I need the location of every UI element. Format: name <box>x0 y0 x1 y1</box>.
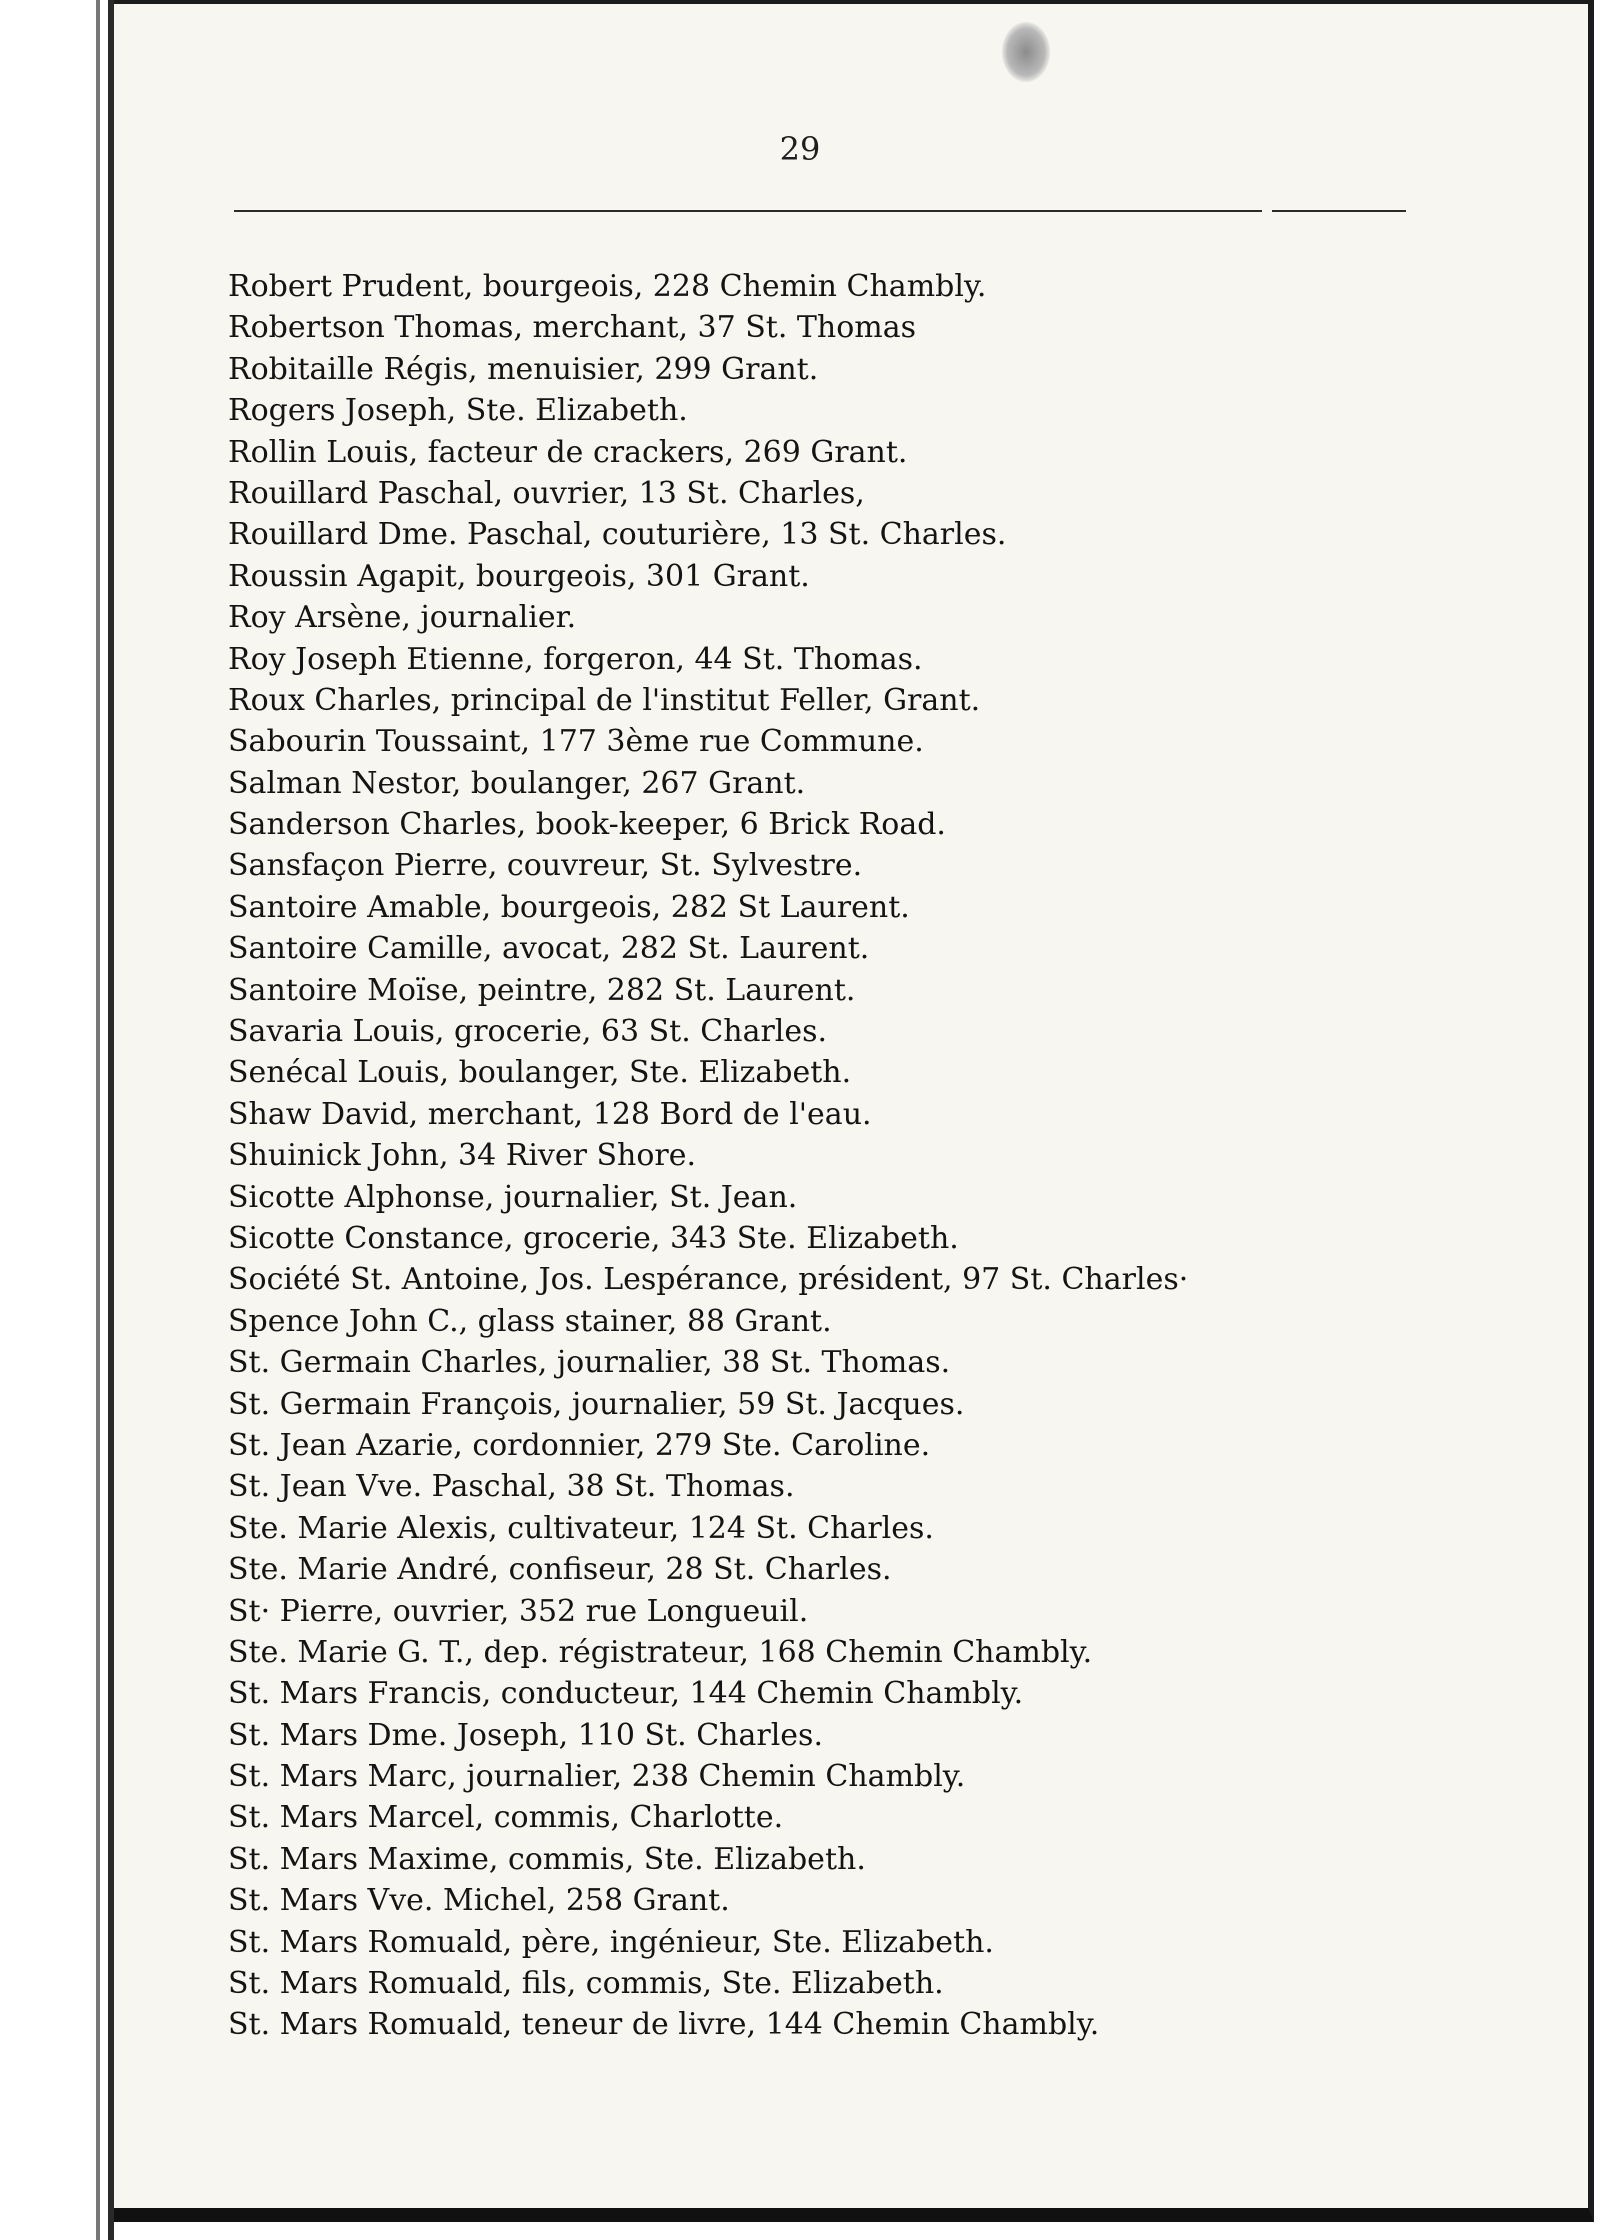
directory-entry: St. Mars Francis, conducteur, 144 Chemin Chambly. <box>228 1676 1024 1712</box>
directory-entry: Roy Arsène, journalier. <box>228 600 577 636</box>
directory-entry: St. Jean Vve. Paschal, 38 St. Thomas. <box>228 1469 795 1505</box>
directory-entry: Robitaille Régis, menuisier, 299 Grant. <box>228 351 819 387</box>
directory-entry: Rollin Louis, facteur de crackers, 269 Grant. <box>228 434 908 470</box>
directory-entry: Rogers Joseph, Ste. Elizabeth. <box>228 393 688 429</box>
directory-entry: Sansfaçon Pierre, couvreur, St. Sylvestre. <box>228 848 863 884</box>
directory-entry: Salman Nestor, boulanger, 267 Grant. <box>228 765 806 801</box>
directory-entry: Société St. Antoine, Jos. Lespérance, président, 97 St. Charles· <box>228 1262 1189 1298</box>
directory-entry: Sabourin Toussaint, 177 3ème rue Commune. <box>228 724 924 760</box>
directory-entry: St. Mars Vve. Michel, 258 Grant. <box>228 1883 730 1919</box>
directory-entry: St. Mars Romuald, teneur de livre, 144 Chemin Chambly. <box>228 2007 1100 2043</box>
ink-stain <box>1002 22 1050 82</box>
directory-entry: Shuinick John, 34 River Shore. <box>228 1138 697 1174</box>
directory-entry: Sicotte Constance, grocerie, 343 Ste. Elizabeth. <box>228 1220 959 1256</box>
directory-entry: Ste. Marie Alexis, cultivateur, 124 St. Charles. <box>228 1510 934 1546</box>
directory-entry: St. Germain Charles, journalier, 38 St. Thomas. <box>228 1345 951 1381</box>
directory-entry: St. Mars Marcel, commis, Charlotte. <box>228 1800 784 1836</box>
directory-entry: Rouillard Dme. Paschal, couturière, 13 St. Charles. <box>228 517 1007 553</box>
directory-entry: Ste. Marie André, confiseur, 28 St. Charles. <box>228 1552 892 1588</box>
gutter-line <box>96 0 100 2240</box>
page-number: 29 <box>779 130 821 168</box>
directory-entry: Robertson Thomas, merchant, 37 St. Thomas <box>228 310 917 346</box>
directory-entry: Spence John C., glass stainer, 88 Grant. <box>228 1303 832 1339</box>
directory-entry: St. Jean Azarie, cordonnier, 279 Ste. Caroline. <box>228 1427 931 1463</box>
directory-entry: Sanderson Charles, book-keeper, 6 Brick Road. <box>228 807 946 843</box>
directory-entry: Rouillard Paschal, ouvrier, 13 St. Charles, <box>228 475 865 511</box>
directory-entry: St. Mars Romuald, père, ingénieur, Ste. Elizabeth. <box>228 1924 994 1960</box>
directory-entries <box>228 266 1488 2046</box>
directory-entry: St· Pierre, ouvrier, 352 rue Longueuil. <box>228 1593 809 1629</box>
header-rule <box>234 210 1406 212</box>
directory-entry: Roy Joseph Etienne, forgeron, 44 St. Thomas. <box>228 641 923 677</box>
directory-entry: St. Germain François, journalier, 59 St. Jacques. <box>228 1386 965 1422</box>
header-rule-gap <box>1262 207 1272 215</box>
directory-entry: St. Mars Dme. Joseph, 110 St. Charles. <box>228 1717 823 1753</box>
facing-page-edge <box>0 0 114 2240</box>
directory-entry: St. Mars Romuald, fils, commis, Ste. Elizabeth. <box>228 1966 944 2002</box>
directory-entry: Roux Charles, principal de l'institut Feller, Grant. <box>228 682 981 718</box>
directory-entry: Santoire Moïse, peintre, 282 St. Laurent. <box>228 972 856 1008</box>
directory-entry: Shaw David, merchant, 128 Bord de l'eau. <box>228 1096 872 1132</box>
directory-entry: St. Mars Marc, journalier, 238 Chemin Chambly. <box>228 1759 966 1795</box>
directory-entry: Robert Prudent, bourgeois, 228 Chemin Chambly. <box>228 269 987 304</box>
directory-entry: Roussin Agapit, bourgeois, 301 Grant. <box>228 558 810 594</box>
directory-entry: Ste. Marie G. T., dep. régistrateur, 168 Chemin Chambly. <box>228 1634 1093 1670</box>
directory-entry: St. Mars Maxime, commis, Ste. Elizabeth. <box>228 1841 866 1877</box>
directory-entry: Santoire Camille, avocat, 282 St. Laurent. <box>228 931 870 967</box>
directory-entry: Sicotte Alphonse, journalier, St. Jean. <box>228 1179 798 1215</box>
directory-entry: Savaria Louis, grocerie, 63 St. Charles. <box>228 1014 828 1050</box>
directory-entry: Senécal Louis, boulanger, Ste. Elizabeth. <box>228 1055 852 1091</box>
directory-entry: Santoire Amable, bourgeois, 282 St Laurent. <box>228 889 910 925</box>
